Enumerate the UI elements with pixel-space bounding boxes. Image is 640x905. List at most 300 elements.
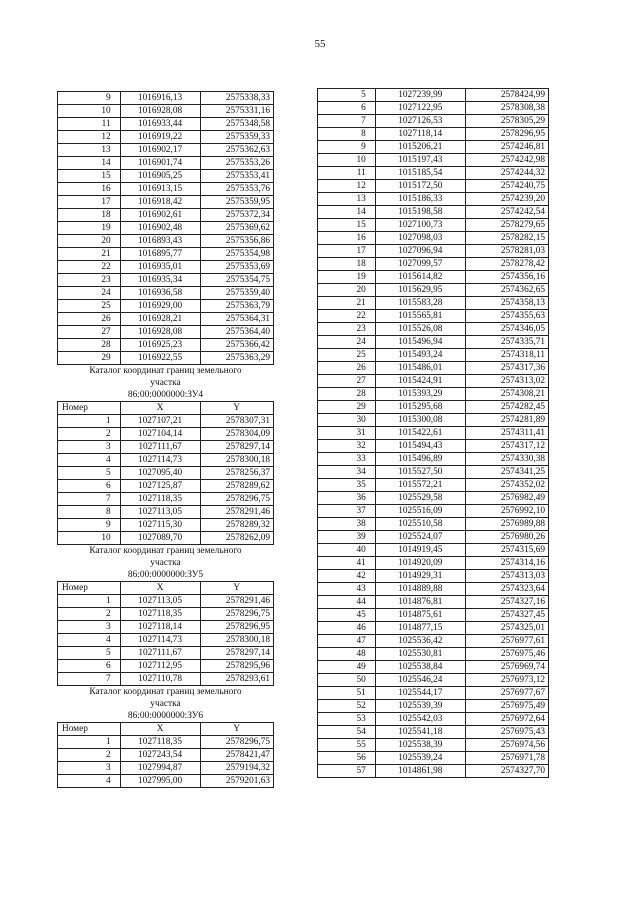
point-number-cell: 16 — [58, 183, 121, 196]
y-coordinate-cell: 2575353,26 — [200, 157, 273, 170]
point-number-cell: 6 — [318, 102, 376, 115]
y-coordinate-cell: 2576975,46 — [465, 648, 548, 661]
point-number-cell: 22 — [58, 261, 121, 274]
x-coordinate-cell: 1016922,55 — [120, 352, 200, 365]
x-coordinate-cell: 1015393,29 — [375, 388, 465, 401]
y-coordinate-cell: 2575354,98 — [200, 248, 273, 261]
point-number-cell: 46 — [318, 622, 376, 635]
point-number-cell: 28 — [318, 388, 376, 401]
table-header-row — [58, 402, 274, 415]
table-row — [58, 634, 274, 647]
y-coordinate-cell: 2574327,16 — [465, 596, 548, 609]
x-coordinate-cell: 1016933,44 — [120, 118, 200, 131]
point-number-cell: 40 — [318, 544, 376, 557]
point-number-cell: 1 — [58, 595, 121, 608]
point-number-cell: 18 — [318, 258, 376, 271]
table-row — [318, 323, 549, 336]
y-coordinate-cell: 2578289,62 — [200, 480, 273, 493]
point-number-cell: 10 — [58, 105, 121, 118]
table-row — [318, 401, 549, 414]
point-number-cell: 4 — [58, 775, 121, 788]
x-coordinate-cell: 1015185,54 — [375, 167, 465, 180]
point-number-cell: 6 — [58, 660, 121, 673]
x-coordinate-cell: 1027126,53 — [375, 115, 465, 128]
x-coordinate-cell: 1027099,57 — [375, 258, 465, 271]
point-number-cell: 48 — [318, 648, 376, 661]
x-coordinate-cell: 1027115,30 — [120, 519, 200, 532]
y-coordinate-cell: 2576974,56 — [465, 739, 548, 752]
table-row — [58, 467, 274, 480]
header-y: Y — [200, 402, 273, 415]
table-row — [58, 532, 274, 545]
table-row — [58, 480, 274, 493]
table-row — [318, 102, 549, 115]
x-coordinate-cell: 1015583,28 — [375, 297, 465, 310]
x-coordinate-cell: 1027110,78 — [120, 673, 200, 686]
table-row — [318, 648, 549, 661]
table-row — [318, 661, 549, 674]
x-coordinate-cell: 1027113,05 — [120, 595, 200, 608]
y-coordinate-cell: 2578296,95 — [465, 128, 548, 141]
point-number-cell: 25 — [58, 300, 121, 313]
point-number-cell: 2 — [58, 428, 121, 441]
point-number-cell: 2 — [58, 608, 121, 621]
table-row — [318, 115, 549, 128]
header-x: X — [120, 402, 200, 415]
y-coordinate-cell: 2578296,75 — [200, 493, 273, 506]
y-coordinate-cell: 2574315,69 — [465, 544, 548, 557]
x-coordinate-cell: 1016902,48 — [120, 222, 200, 235]
y-coordinate-cell: 2574346,05 — [465, 323, 548, 336]
table-row — [58, 287, 274, 300]
caption-zu4 — [57, 365, 274, 401]
y-coordinate-cell: 2576973,12 — [465, 674, 548, 687]
y-coordinate-cell: 2575363,29 — [200, 352, 273, 365]
point-number-cell: 8 — [58, 506, 121, 519]
cadastral-code: 86:00:0000000:ЗУ6 — [127, 711, 204, 721]
point-number-cell: 6 — [58, 480, 121, 493]
table-header-row — [58, 723, 274, 736]
table-row — [318, 141, 549, 154]
y-coordinate-cell: 2579201,63 — [200, 775, 273, 788]
y-coordinate-cell: 2578256,37 — [200, 467, 273, 480]
table-row — [318, 713, 549, 726]
x-coordinate-cell: 1016928,08 — [120, 326, 200, 339]
y-coordinate-cell: 2578296,75 — [200, 736, 273, 749]
x-coordinate-cell: 1027125,87 — [120, 480, 200, 493]
point-number-cell: 32 — [318, 440, 376, 453]
y-coordinate-cell: 2578281,03 — [465, 245, 548, 258]
x-coordinate-cell: 1015172,50 — [375, 180, 465, 193]
x-coordinate-cell: 1015496,89 — [375, 453, 465, 466]
point-number-cell: 27 — [318, 375, 376, 388]
point-number-cell: 12 — [58, 131, 121, 144]
table-row — [58, 621, 274, 634]
table-row — [58, 313, 274, 326]
point-number-cell: 3 — [58, 621, 121, 634]
point-number-cell: 53 — [318, 713, 376, 726]
y-coordinate-cell: 2574317,36 — [465, 362, 548, 375]
header-number: Номер — [58, 582, 121, 595]
table-row — [58, 506, 274, 519]
x-coordinate-cell: 1027098,03 — [375, 232, 465, 245]
x-coordinate-cell: 1015300,08 — [375, 414, 465, 427]
point-number-cell: 31 — [318, 427, 376, 440]
y-coordinate-cell: 2578424,99 — [465, 89, 548, 102]
x-coordinate-cell: 1027243,54 — [120, 749, 200, 762]
y-coordinate-cell: 2578300,18 — [200, 634, 273, 647]
x-coordinate-cell: 1016919,22 — [120, 131, 200, 144]
x-coordinate-cell: 1025536,42 — [375, 635, 465, 648]
table-row — [318, 180, 549, 193]
point-number-cell: 51 — [318, 687, 376, 700]
y-coordinate-cell: 2578279,65 — [465, 219, 548, 232]
table-row — [318, 635, 549, 648]
table-header-row — [58, 582, 274, 595]
y-coordinate-cell: 2575353,41 — [200, 170, 273, 183]
x-coordinate-cell: 1027994,87 — [120, 762, 200, 775]
point-number-cell: 23 — [58, 274, 121, 287]
y-coordinate-cell: 2578293,61 — [200, 673, 273, 686]
x-coordinate-cell: 1025510,58 — [375, 518, 465, 531]
y-coordinate-cell: 2574313,02 — [465, 375, 548, 388]
point-number-cell: 1 — [58, 736, 121, 749]
table-row — [58, 673, 274, 686]
caption-title: Каталог координат границ земельного — [89, 687, 242, 697]
y-coordinate-cell: 2576972,64 — [465, 713, 548, 726]
y-coordinate-cell: 2575366,42 — [200, 339, 273, 352]
x-coordinate-cell: 1027118,35 — [120, 493, 200, 506]
y-coordinate-cell: 2575359,33 — [200, 131, 273, 144]
x-coordinate-cell: 1027095,40 — [120, 467, 200, 480]
y-coordinate-cell: 2574327,45 — [465, 609, 548, 622]
x-coordinate-cell: 1027114,73 — [120, 454, 200, 467]
table-row — [58, 775, 274, 788]
table-row — [318, 206, 549, 219]
x-coordinate-cell: 1014877,15 — [375, 622, 465, 635]
x-coordinate-cell: 1014889,88 — [375, 583, 465, 596]
table-row — [58, 608, 274, 621]
y-coordinate-cell: 2576992,10 — [465, 505, 548, 518]
header-x: X — [120, 582, 200, 595]
table-row — [318, 440, 549, 453]
table-row — [58, 300, 274, 313]
point-number-cell: 24 — [58, 287, 121, 300]
table-row — [318, 193, 549, 206]
left-column — [57, 91, 274, 788]
point-number-cell: 3 — [58, 441, 121, 454]
x-coordinate-cell: 1025544,17 — [375, 687, 465, 700]
x-coordinate-cell: 1016916,13 — [120, 92, 200, 105]
table-row — [318, 505, 549, 518]
point-number-cell: 49 — [318, 661, 376, 674]
table-row — [318, 544, 549, 557]
table-row — [58, 196, 274, 209]
x-coordinate-cell: 1016935,34 — [120, 274, 200, 287]
y-coordinate-cell: 2574323,64 — [465, 583, 548, 596]
point-number-cell: 7 — [58, 493, 121, 506]
table-row — [58, 144, 274, 157]
page-number: 55 — [314, 38, 326, 50]
point-number-cell: 19 — [318, 271, 376, 284]
table-row — [58, 749, 274, 762]
y-coordinate-cell: 2574313,03 — [465, 570, 548, 583]
y-coordinate-cell: 2576977,67 — [465, 687, 548, 700]
point-number-cell: 45 — [318, 609, 376, 622]
x-coordinate-cell: 1015494,43 — [375, 440, 465, 453]
x-coordinate-cell: 1016925,23 — [120, 339, 200, 352]
x-coordinate-cell: 1027114,73 — [120, 634, 200, 647]
point-number-cell: 23 — [318, 323, 376, 336]
table-row — [58, 762, 274, 775]
x-coordinate-cell: 1027089,70 — [120, 532, 200, 545]
table-row — [58, 493, 274, 506]
table-row — [318, 492, 549, 505]
point-number-cell: 11 — [318, 167, 376, 180]
point-number-cell: 4 — [58, 454, 121, 467]
table-row — [318, 414, 549, 427]
y-coordinate-cell: 2576971,78 — [465, 752, 548, 765]
cadastral-code: 86:00:0000000:ЗУ5 — [127, 570, 204, 580]
point-number-cell: 19 — [58, 222, 121, 235]
point-number-cell: 57 — [318, 765, 376, 778]
table-row — [318, 167, 549, 180]
caption-subtitle: участка — [150, 378, 181, 388]
table-row — [58, 428, 274, 441]
table-row — [318, 89, 549, 102]
x-coordinate-cell: 1025524,07 — [375, 531, 465, 544]
x-coordinate-cell: 1016935,01 — [120, 261, 200, 274]
table-row — [318, 466, 549, 479]
point-number-cell: 37 — [318, 505, 376, 518]
table-body — [318, 89, 549, 778]
x-coordinate-cell: 1016913,15 — [120, 183, 200, 196]
x-coordinate-cell: 1027118,14 — [375, 128, 465, 141]
x-coordinate-cell: 1015527,50 — [375, 466, 465, 479]
y-coordinate-cell: 2574246,81 — [465, 141, 548, 154]
y-coordinate-cell: 2575359,40 — [200, 287, 273, 300]
x-coordinate-cell: 1027118,35 — [120, 608, 200, 621]
y-coordinate-cell: 2578297,14 — [200, 441, 273, 454]
x-coordinate-cell: 1027118,35 — [120, 736, 200, 749]
y-coordinate-cell: 2576969,74 — [465, 661, 548, 674]
x-coordinate-cell: 1015206,21 — [375, 141, 465, 154]
point-number-cell: 15 — [318, 219, 376, 232]
table-row — [58, 274, 274, 287]
table-row — [318, 700, 549, 713]
y-coordinate-cell: 2575363,79 — [200, 300, 273, 313]
point-number-cell: 28 — [58, 339, 121, 352]
x-coordinate-cell: 1027111,67 — [120, 647, 200, 660]
y-coordinate-cell: 2578291,46 — [200, 595, 273, 608]
x-coordinate-cell: 1025538,84 — [375, 661, 465, 674]
caption-title: Каталог координат границ земельного — [89, 546, 242, 556]
table-row — [58, 339, 274, 352]
table-row — [318, 726, 549, 739]
x-coordinate-cell: 1016895,77 — [120, 248, 200, 261]
point-number-cell: 39 — [318, 531, 376, 544]
y-coordinate-cell: 2575362,63 — [200, 144, 273, 157]
caption-title: Каталог координат границ земельного — [89, 366, 242, 376]
y-coordinate-cell: 2575338,33 — [200, 92, 273, 105]
table-row — [58, 454, 274, 467]
x-coordinate-cell: 1016905,25 — [120, 170, 200, 183]
table-row — [58, 209, 274, 222]
y-coordinate-cell: 2578296,75 — [200, 608, 273, 621]
table-row — [58, 92, 274, 105]
x-coordinate-cell: 1025539,39 — [375, 700, 465, 713]
y-coordinate-cell: 2574282,45 — [465, 401, 548, 414]
y-coordinate-cell: 2574308,21 — [465, 388, 548, 401]
table-row — [58, 326, 274, 339]
right-column — [317, 88, 549, 778]
x-coordinate-cell: 1015295,68 — [375, 401, 465, 414]
point-number-cell: 33 — [318, 453, 376, 466]
point-number-cell: 5 — [318, 89, 376, 102]
table-row — [58, 519, 274, 532]
point-number-cell: 41 — [318, 557, 376, 570]
point-number-cell: 36 — [318, 492, 376, 505]
point-number-cell: 4 — [58, 634, 121, 647]
table-row — [318, 739, 549, 752]
y-coordinate-cell: 2578305,29 — [465, 115, 548, 128]
y-coordinate-cell: 2578308,38 — [465, 102, 548, 115]
table-row — [58, 157, 274, 170]
x-coordinate-cell: 1027239,99 — [375, 89, 465, 102]
point-number-cell: 5 — [58, 467, 121, 480]
y-coordinate-cell: 2575331,16 — [200, 105, 273, 118]
y-coordinate-cell: 2575364,40 — [200, 326, 273, 339]
y-coordinate-cell: 2574362,65 — [465, 284, 548, 297]
y-coordinate-cell: 2574240,75 — [465, 180, 548, 193]
table-row — [318, 596, 549, 609]
y-coordinate-cell: 2575356,86 — [200, 235, 273, 248]
table-row — [318, 271, 549, 284]
x-coordinate-cell: 1015486,01 — [375, 362, 465, 375]
point-number-cell: 5 — [58, 647, 121, 660]
y-coordinate-cell: 2576977,61 — [465, 635, 548, 648]
coordinates-table-zu6 — [57, 722, 274, 788]
y-coordinate-cell: 2578300,18 — [200, 454, 273, 467]
header-y: Y — [200, 582, 273, 595]
header-y: Y — [200, 723, 273, 736]
y-coordinate-cell: 2578289,32 — [200, 519, 273, 532]
table-row — [58, 118, 274, 131]
x-coordinate-cell: 1027122,95 — [375, 102, 465, 115]
coordinates-table-zu6-continued — [317, 88, 549, 778]
point-number-cell: 7 — [318, 115, 376, 128]
x-coordinate-cell: 1015629,95 — [375, 284, 465, 297]
table-row — [58, 595, 274, 608]
x-coordinate-cell: 1027107,21 — [120, 415, 200, 428]
x-coordinate-cell: 1016893,43 — [120, 235, 200, 248]
point-number-cell: 20 — [58, 235, 121, 248]
x-coordinate-cell: 1027112,95 — [120, 660, 200, 673]
x-coordinate-cell: 1015424,91 — [375, 375, 465, 388]
y-coordinate-cell: 2574239,20 — [465, 193, 548, 206]
point-number-cell: 55 — [318, 739, 376, 752]
point-number-cell: 25 — [318, 349, 376, 362]
y-coordinate-cell: 2574281,89 — [465, 414, 548, 427]
y-coordinate-cell: 2578291,46 — [200, 506, 273, 519]
x-coordinate-cell: 1016936,58 — [120, 287, 200, 300]
y-coordinate-cell: 2578278,42 — [465, 258, 548, 271]
table-row — [58, 105, 274, 118]
y-coordinate-cell: 2574358,13 — [465, 297, 548, 310]
table-body — [58, 595, 274, 686]
table-row — [318, 427, 549, 440]
point-number-cell: 13 — [58, 144, 121, 157]
x-coordinate-cell: 1014861,98 — [375, 765, 465, 778]
y-coordinate-cell: 2574311,41 — [465, 427, 548, 440]
y-coordinate-cell: 2574356,16 — [465, 271, 548, 284]
y-coordinate-cell: 2574317,12 — [465, 440, 548, 453]
point-number-cell: 24 — [318, 336, 376, 349]
x-coordinate-cell: 1014919,45 — [375, 544, 465, 557]
table-row — [318, 609, 549, 622]
table-row — [318, 310, 549, 323]
x-coordinate-cell: 1015614,82 — [375, 271, 465, 284]
table-row — [318, 765, 549, 778]
coordinates-table-continued — [57, 91, 274, 365]
x-coordinate-cell: 1016902,17 — [120, 144, 200, 157]
y-coordinate-cell: 2576975,43 — [465, 726, 548, 739]
cadastral-code: 86:00:0000000:ЗУ4 — [127, 390, 204, 400]
table-row — [318, 336, 549, 349]
table-row — [58, 736, 274, 749]
point-number-cell: 22 — [318, 310, 376, 323]
table-row — [318, 622, 549, 635]
point-number-cell: 9 — [318, 141, 376, 154]
point-number-cell: 54 — [318, 726, 376, 739]
y-coordinate-cell: 2575369,62 — [200, 222, 273, 235]
y-coordinate-cell: 2574318,11 — [465, 349, 548, 362]
table-row — [318, 557, 549, 570]
table-body — [58, 736, 274, 788]
point-number-cell: 13 — [318, 193, 376, 206]
x-coordinate-cell: 1025530,81 — [375, 648, 465, 661]
y-coordinate-cell: 2574327,70 — [465, 765, 548, 778]
x-coordinate-cell: 1015493,24 — [375, 349, 465, 362]
y-coordinate-cell: 2575353,76 — [200, 183, 273, 196]
table-row — [318, 219, 549, 232]
coordinates-table-zu4 — [57, 401, 274, 545]
point-number-cell: 27 — [58, 326, 121, 339]
y-coordinate-cell: 2578296,95 — [200, 621, 273, 634]
table-row — [58, 415, 274, 428]
coordinates-table-zu5 — [57, 581, 274, 686]
y-coordinate-cell: 2575372,34 — [200, 209, 273, 222]
x-coordinate-cell: 1025516,09 — [375, 505, 465, 518]
point-number-cell: 17 — [58, 196, 121, 209]
x-coordinate-cell: 1025542,03 — [375, 713, 465, 726]
point-number-cell: 21 — [318, 297, 376, 310]
x-coordinate-cell: 1025546,24 — [375, 674, 465, 687]
table-row — [318, 258, 549, 271]
table-row — [58, 131, 274, 144]
x-coordinate-cell: 1015526,08 — [375, 323, 465, 336]
x-coordinate-cell: 1015565,81 — [375, 310, 465, 323]
table-body — [58, 415, 274, 545]
y-coordinate-cell: 2578295,96 — [200, 660, 273, 673]
point-number-cell: 43 — [318, 583, 376, 596]
x-coordinate-cell: 1027113,05 — [120, 506, 200, 519]
x-coordinate-cell: 1016929,00 — [120, 300, 200, 313]
y-coordinate-cell: 2574335,71 — [465, 336, 548, 349]
point-number-cell: 35 — [318, 479, 376, 492]
y-coordinate-cell: 2578282,15 — [465, 232, 548, 245]
table-row — [318, 674, 549, 687]
